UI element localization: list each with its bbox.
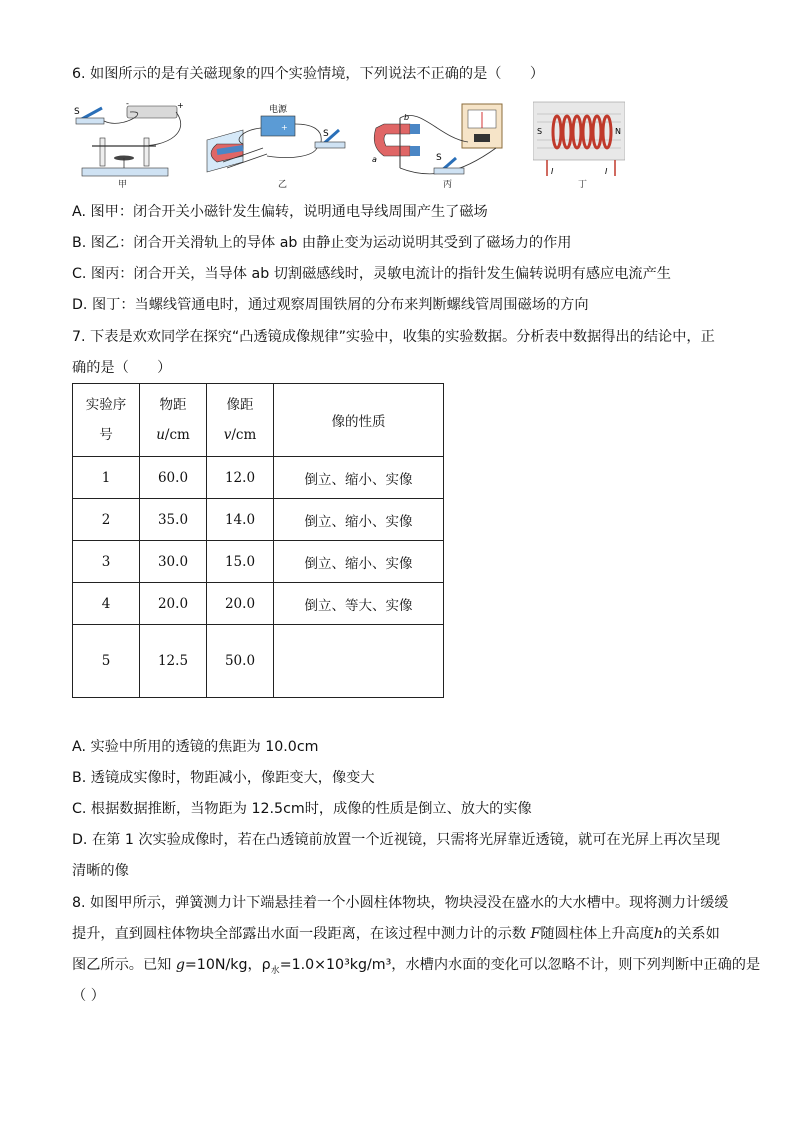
figure-bing-a-label: a <box>372 155 377 164</box>
figure-bing-induction-experiment <box>370 98 510 192</box>
figure-ding-current-left: I <box>551 167 554 176</box>
q7-stem-line1: 7. 下表是欢欢同学在探究“凸透镜成像规律”实验中，收集的实验数据。分析表中数据得出的结论中，正 <box>72 329 715 345</box>
svg-text:-: - <box>126 100 129 108</box>
figure-ding-caption: 丁 <box>578 180 588 190</box>
table-row: 2 35.0 14.0 倒立、缩小、实像 <box>73 499 444 541</box>
q8-line2: 提升，直到圆柱体物块全部露出水面一段距离，在该过程中测力计的示数 F随圆柱体上升高度h的关系如 <box>72 926 720 942</box>
figure-ding-solenoid-iron-filings <box>533 100 625 180</box>
table-row: 4 20.0 20.0 倒立、等大、实像 <box>73 583 444 625</box>
header-image-nature: 像的性质 <box>274 384 444 457</box>
figure-yi-s-label: S <box>323 129 329 139</box>
figure-yi-power-label: 电源 <box>269 105 288 115</box>
q7-option-c: C. 根据数据推断，当物距为 12.5cm时，成像的性质是倒立、放大的实像 <box>72 801 532 817</box>
q7-option-b: B. 透镜成实像时，物距减小，像距变大，像变大 <box>72 770 375 786</box>
q6-stem: 6. 如图所示的是有关磁现象的四个实验情境，下列说法不正确的是（ ） <box>72 66 545 82</box>
q7-option-d-cont: 清晰的像 <box>72 863 129 879</box>
figure-ding-n-label: N <box>615 127 621 136</box>
svg-text:+: + <box>281 123 288 132</box>
q6-option-c: C. 图丙：闭合开关，当导体 ab 切割磁感线时，灵敏电流计的指针发生偏转说明有感应电流产生 <box>72 266 671 282</box>
q7-option-d: D. 在第 1 次实验成像时，若在凸透镜前放置一个近视镜，只需将光屏靠近透镜，就可在光屏上再次呈现 <box>72 832 721 848</box>
q8-line4: （ ） <box>72 988 105 1004</box>
q8-line1: 8. 如图甲所示，弹簧测力计下端悬挂着一个小圆柱体物块，物块浸没在盛水的大水槽中。现将测力计缓缓 <box>72 895 729 911</box>
figure-bing-s-label: S <box>436 153 442 163</box>
figure-yi-motor-rail-experiment <box>203 100 353 192</box>
figure-ding-s-label: S <box>537 127 543 136</box>
figure-jia-caption: 甲 <box>118 180 128 190</box>
q6-option-d: D. 图丁：当螺线管通电时，通过观察周围铁屑的分布来判断螺线管周围磁场的方向 <box>72 297 589 313</box>
figure-yi-caption: 乙 <box>278 180 288 190</box>
header-object-distance: 物距 u/cm <box>140 384 207 457</box>
q6-option-b: B. 图乙：闭合开关滑轨上的导体 ab 由静止变为运动说明其受到了磁场力的作用 <box>72 235 572 251</box>
header-seq: 实验序 号 <box>73 384 140 457</box>
figure-jia-oersted-experiment <box>72 100 187 192</box>
figure-bing-caption: 丙 <box>443 180 453 190</box>
table-row: 3 30.0 15.0 倒立、缩小、实像 <box>73 541 444 583</box>
q7-option-a: A. 实验中所用的透镜的焦距为 10.0cm <box>72 739 319 755</box>
q7-stem-line2: 确的是（ ） <box>72 360 172 376</box>
table-row: 5 12.5 50.0 <box>73 625 444 698</box>
figure-ding-current-right: I <box>605 167 608 176</box>
lens-experiment-table <box>72 383 444 698</box>
table-row: 1 60.0 12.0 倒立、缩小、实像 <box>73 457 444 499</box>
q8-line3: 图乙所示。已知 g=10N/kg，$\rho_水=1.0\times 10^3kg/m^3$，水槽内水面的变化可以忽略不计，则下列判断中正确的是 <box>72 957 761 976</box>
svg-text:+: + <box>177 101 184 110</box>
figure-bing-b-label: b <box>404 113 410 122</box>
figure-jia-s-label: S <box>74 107 80 117</box>
header-image-distance: 像距 v/cm <box>207 384 274 457</box>
q6-option-a: A. 图甲：闭合开关小磁针发生偏转，说明通电导线周围产生了磁场 <box>72 204 488 220</box>
